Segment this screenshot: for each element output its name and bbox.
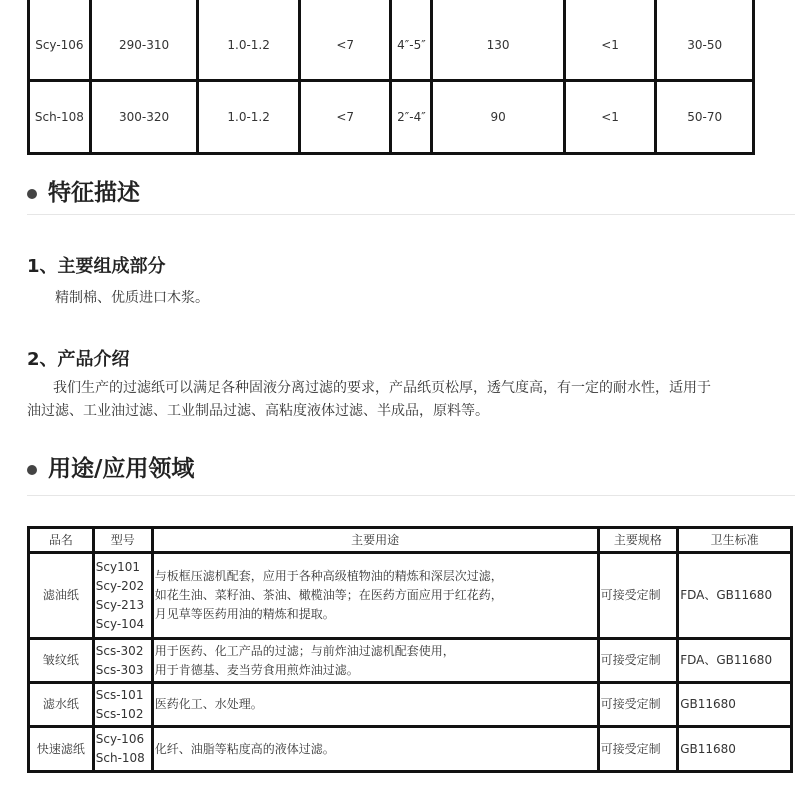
- standard-value: FDA、GB11680: [678, 639, 792, 683]
- table-row: [29, 553, 792, 639]
- section-heading-applications: [27, 452, 795, 496]
- usage-text: [152, 683, 598, 727]
- model-list: [93, 639, 152, 683]
- usage-table-header: [29, 528, 792, 553]
- spec-value: 可接受定制: [598, 639, 678, 683]
- table-row: [29, 727, 792, 772]
- table-row: [29, 639, 792, 683]
- model-item: Scy-106: [95, 732, 145, 746]
- spec-cell: 1.0-1.2: [198, 81, 300, 154]
- table-row: [29, 683, 792, 727]
- spec-cell: 300-320: [90, 81, 198, 154]
- product-name: 皱纹纸: [29, 639, 94, 683]
- spec-cell: 90: [432, 81, 564, 154]
- spec-value: 可接受定制: [598, 553, 678, 639]
- spec-row: [29, 0, 754, 81]
- usage-line: 如花生油、菜籽油、茶油、橄榄油等；在医药方面应用于红花药，: [154, 588, 503, 602]
- spec-cell: Sch-108: [29, 81, 91, 154]
- standard-value: GB11680: [678, 683, 792, 727]
- spec-cell: 50-70: [656, 81, 754, 154]
- model-item: Scs-102: [95, 706, 144, 721]
- section-heading-features: [27, 176, 795, 215]
- model-item: Scy-104: [95, 616, 145, 631]
- spec-table: [27, 0, 755, 155]
- spec-value: 可接受定制: [598, 727, 678, 772]
- header-cell: 卫生标准: [678, 528, 792, 553]
- model-item: Scy-202: [95, 578, 145, 593]
- spec-cell: <7: [299, 0, 391, 81]
- spec-value: 可接受定制: [598, 683, 678, 727]
- usage-line: 用于医药、化工产品的过滤；与前炸油过滤机配套使用，: [154, 643, 455, 658]
- model-item: Scy101: [95, 559, 140, 574]
- components-text: 精制棉、优质进口木浆。: [55, 290, 209, 306]
- usage-line: 用于肯德基、麦当劳食用煎炸油过滤。: [154, 662, 359, 677]
- usage-text: [152, 553, 598, 639]
- product-intro-line1: 我们生产的过滤纸可以满足各种固液分离过滤的要求，产品纸页松厚，透气度高，有一定的耐水性，适用于: [53, 380, 711, 396]
- header-cell: 主要规格: [598, 528, 678, 553]
- header-cell: 型号: [93, 528, 152, 553]
- spec-cell: 290-310: [90, 0, 198, 81]
- spec-cell: 30-50: [656, 0, 754, 81]
- section-title: 特征描述: [48, 180, 140, 206]
- bullet-dot-icon: [27, 465, 37, 475]
- model-item: Sch-108: [95, 751, 145, 765]
- header-cell: 主要用途: [152, 528, 598, 553]
- product-name: 快速滤纸: [29, 727, 94, 772]
- model-item: Scs-101: [95, 687, 144, 702]
- spec-cell: <7: [299, 81, 391, 154]
- spec-cell: 130: [432, 0, 564, 81]
- model-list: [93, 727, 152, 772]
- standard-value: GB11680: [678, 727, 792, 772]
- usage-line: 医药化工、水处理。: [154, 697, 263, 711]
- usage-text: [152, 639, 598, 683]
- section-title: 用途/应用领域: [48, 456, 195, 482]
- spec-cell: <1: [564, 0, 656, 81]
- subheading-product-intro: 2、产品介绍: [27, 349, 130, 370]
- spec-cell: 1.0-1.2: [198, 0, 300, 81]
- spec-cell: 2″-4″: [391, 81, 432, 154]
- spec-row: [29, 81, 754, 154]
- model-list: [93, 683, 152, 727]
- product-name: 滤油纸: [29, 553, 94, 639]
- usage-line: 与板框压滤机配套，应用于各种高级植物油的精炼和深层次过滤，: [154, 569, 503, 583]
- header-cell: 品名: [29, 528, 94, 553]
- usage-text: [152, 727, 598, 772]
- product-name: 滤水纸: [29, 683, 94, 727]
- model-item: Scs-302: [95, 643, 144, 658]
- subheading-components: 1、主要组成部分: [27, 256, 166, 277]
- model-item: Scy-213: [95, 597, 145, 612]
- spec-cell: <1: [564, 81, 656, 154]
- model-item: Scs-303: [95, 662, 144, 677]
- usage-table: [27, 526, 793, 773]
- standard-value: FDA、GB11680: [678, 553, 792, 639]
- spec-cell: 4″-5″: [391, 0, 432, 81]
- spec-cell: Scy-106: [29, 0, 91, 81]
- bullet-dot-icon: [27, 189, 37, 199]
- model-list: [93, 553, 152, 639]
- product-intro-line2: 油过滤、工业油过滤、工业制品过滤、高粘度液体过滤、半成品，原料等。: [27, 403, 489, 419]
- usage-line: 化纤、油脂等粘度高的液体过滤。: [154, 741, 335, 756]
- usage-line: 月见草等医药用油的精炼和提取。: [154, 607, 335, 621]
